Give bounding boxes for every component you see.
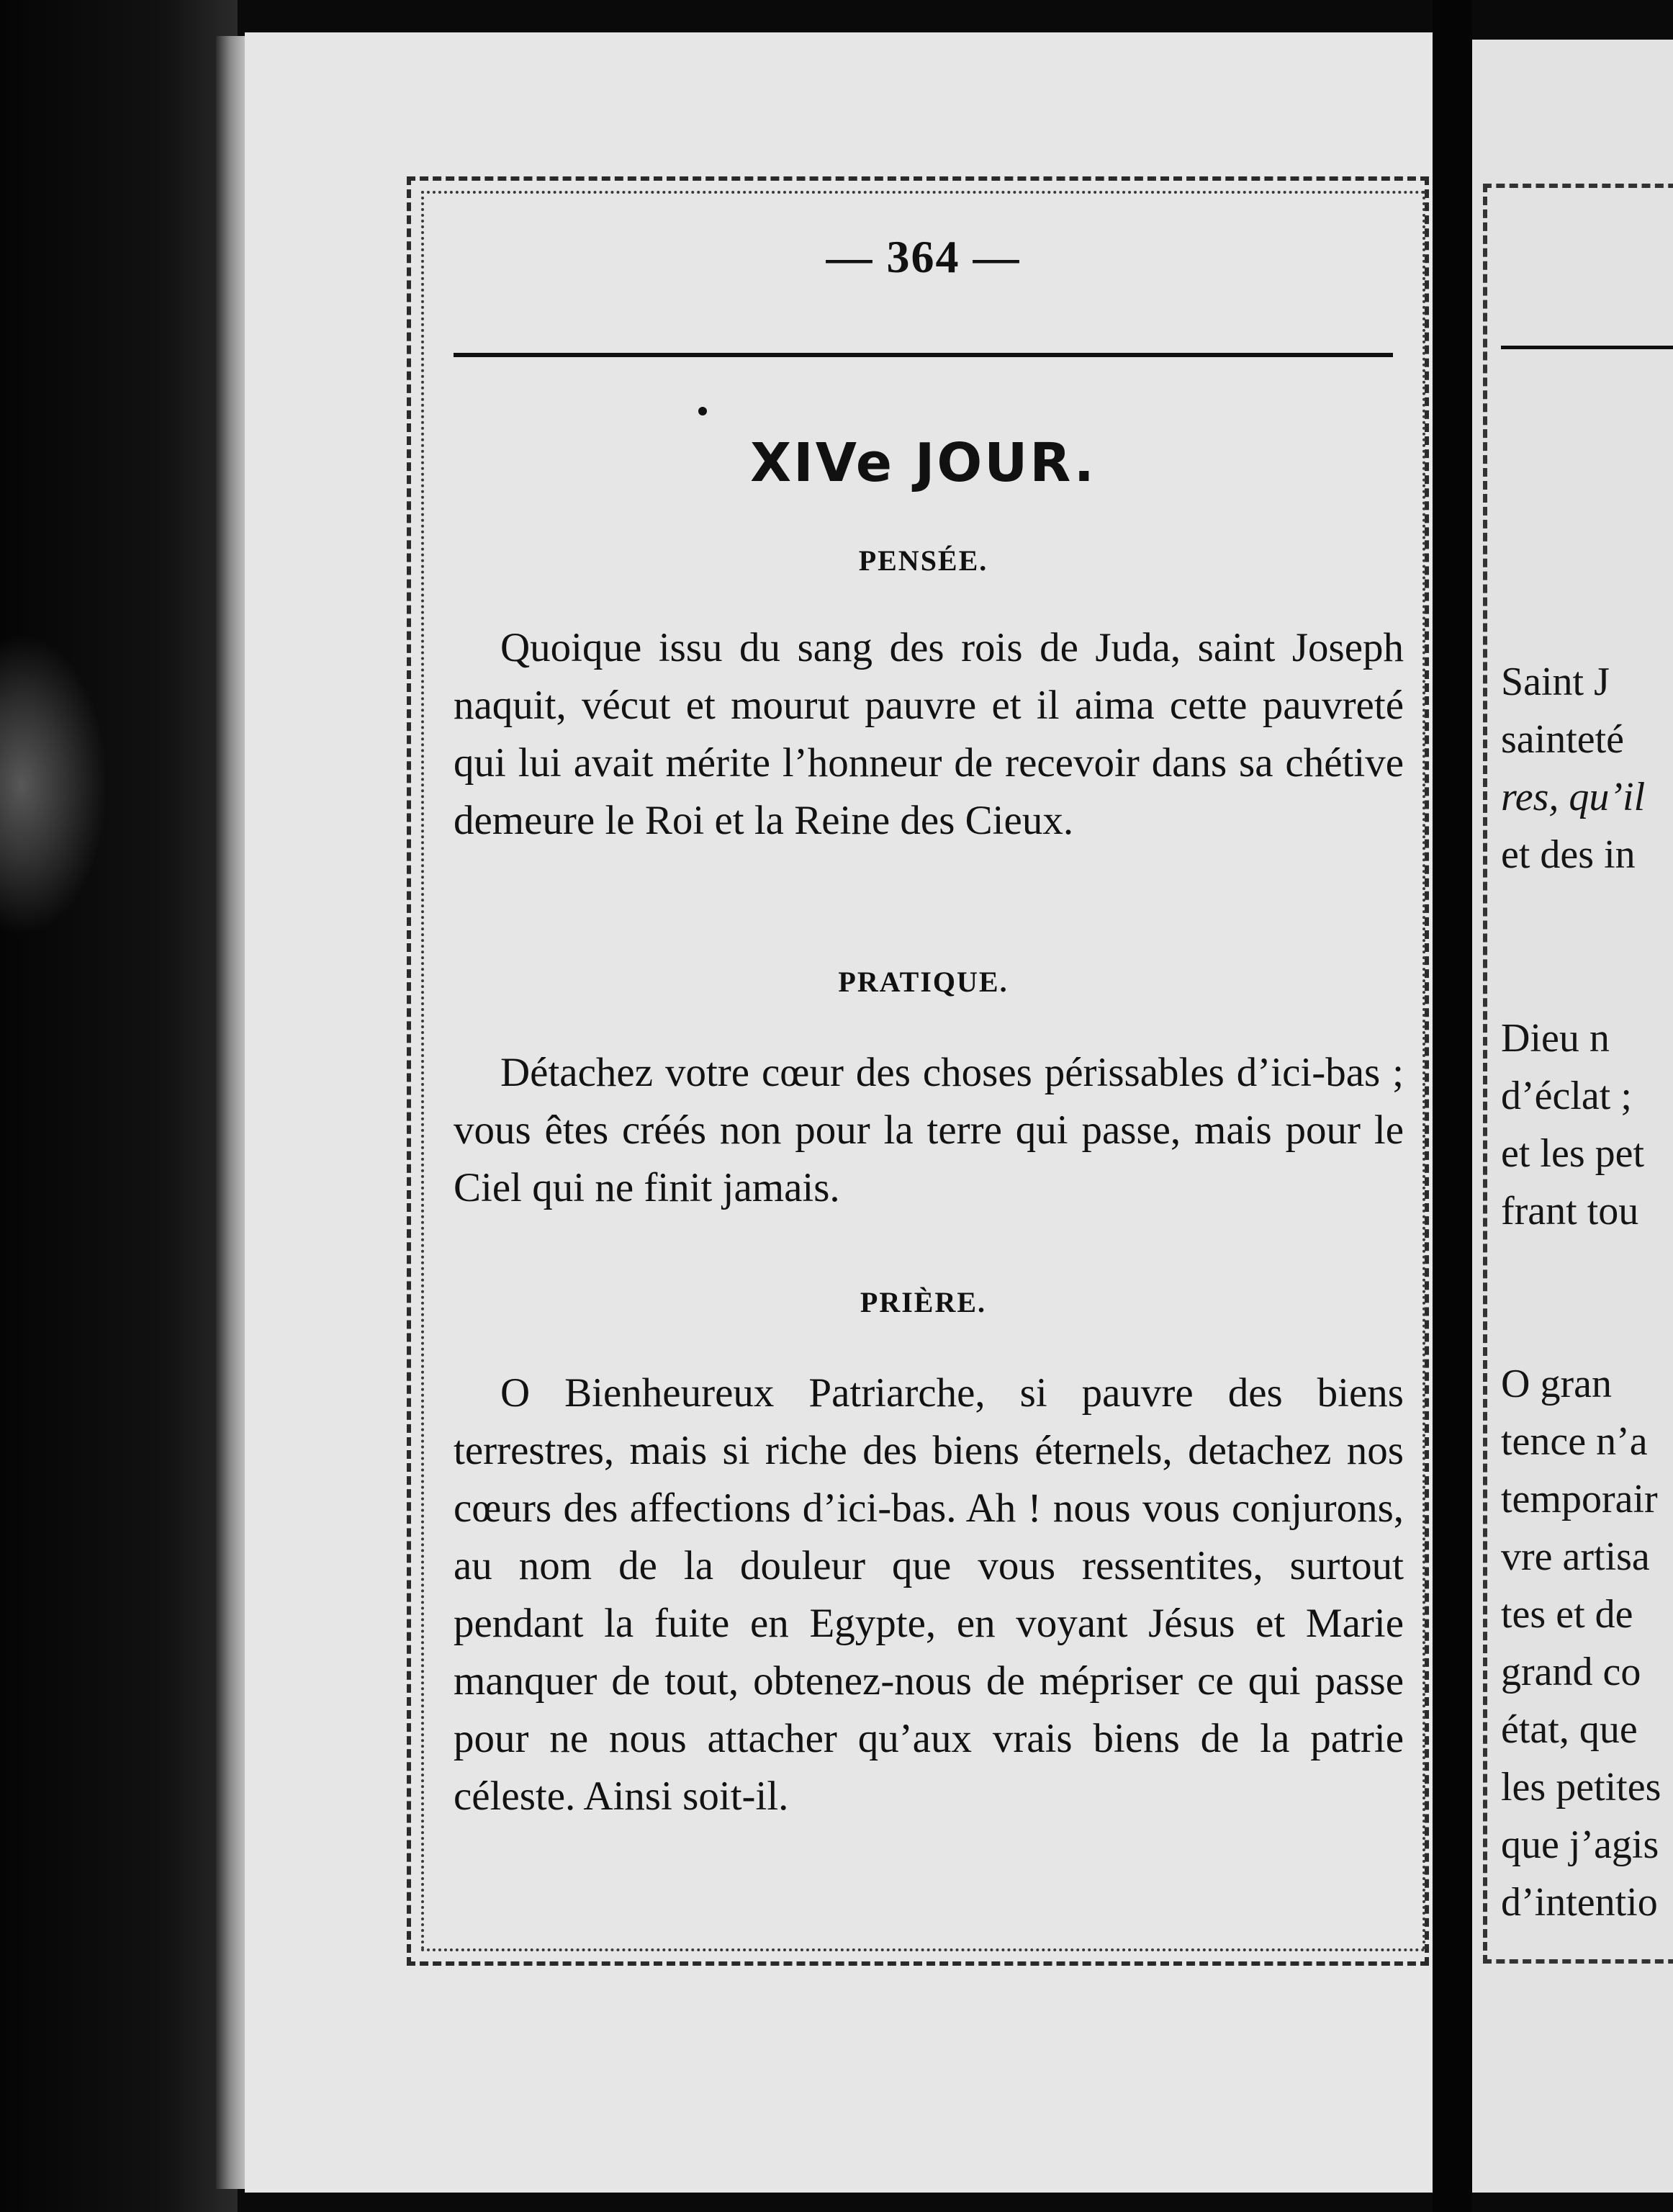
next-page-line: frant tou: [1501, 1189, 1639, 1233]
binding-damage: [0, 634, 108, 936]
next-page-rule: [1501, 346, 1673, 349]
next-page-line: et les pet: [1501, 1131, 1645, 1176]
next-page-line: res, qu’il: [1501, 775, 1646, 819]
next-page-line: vre artisa: [1501, 1534, 1650, 1579]
next-page-line: les petites: [1501, 1765, 1661, 1809]
header-rule: [454, 353, 1393, 357]
next-page-line: d’éclat ;: [1501, 1074, 1632, 1118]
next-page-line: et des in: [1501, 832, 1636, 877]
section-heading-priere: PRIÈRE.: [860, 1286, 987, 1318]
section-heading-pratique: PRATIQUE.: [838, 966, 1009, 998]
book-binding: [0, 0, 238, 2212]
next-page-line: état, que: [1501, 1707, 1638, 1752]
next-page-line: sainteté: [1501, 717, 1625, 762]
day-title: XIVe JOUR.: [750, 432, 1096, 494]
book-gutter: [1433, 0, 1472, 2212]
next-page-line: O gran: [1501, 1362, 1612, 1406]
next-page-line: tence n’a: [1501, 1419, 1648, 1464]
section-text-priere: O Bienheureux Patriarche, si pauvre des biens terrestres, mais si riche des biens éternels, detachez nos cœurs des affections d’ici-bas. Ah ! nous vous conjurons, au nom de la douleur que vous ressentites, surtout pendant la fuite en Egypte, en voyant Jésus et Marie manquer de tout, obtenez-nous de mépriser ce qui passe pour ne nous attacher qu’aux vrais biens de la patrie céleste. Ainsi soit-il.: [454, 1370, 1404, 1819]
section-text-pensee: Quoique issu du sang des rois de Juda, saint Joseph naquit, vécut et mourut pauvre et il aima cette pauvreté qui lui avait mérite l’honneur de recevoir dans sa chétive demeure le Roi et la Reine des Cieux.: [454, 625, 1404, 843]
next-page-line: que j’agis: [1501, 1822, 1659, 1867]
page-number: — 364 —: [826, 231, 1021, 282]
ink-spot: [698, 407, 707, 415]
next-page-line: temporair: [1501, 1477, 1658, 1521]
next-page-fragment: [1472, 40, 1673, 2193]
section-heading-pensee: PENSÉE.: [858, 544, 988, 577]
next-page-line: tes et de: [1501, 1592, 1633, 1637]
next-page-line: Dieu n: [1501, 1016, 1610, 1061]
next-page-line: d’intentio: [1501, 1880, 1658, 1925]
next-page-line: Saint J: [1501, 660, 1610, 704]
next-page-line: grand co: [1501, 1650, 1641, 1694]
section-text-pratique: Détachez votre cœur des choses périssables d’ici-bas ; vous êtes créés non pour la terre qui passe, mais pour le Ciel qui ne finit jamais.: [454, 1050, 1404, 1210]
